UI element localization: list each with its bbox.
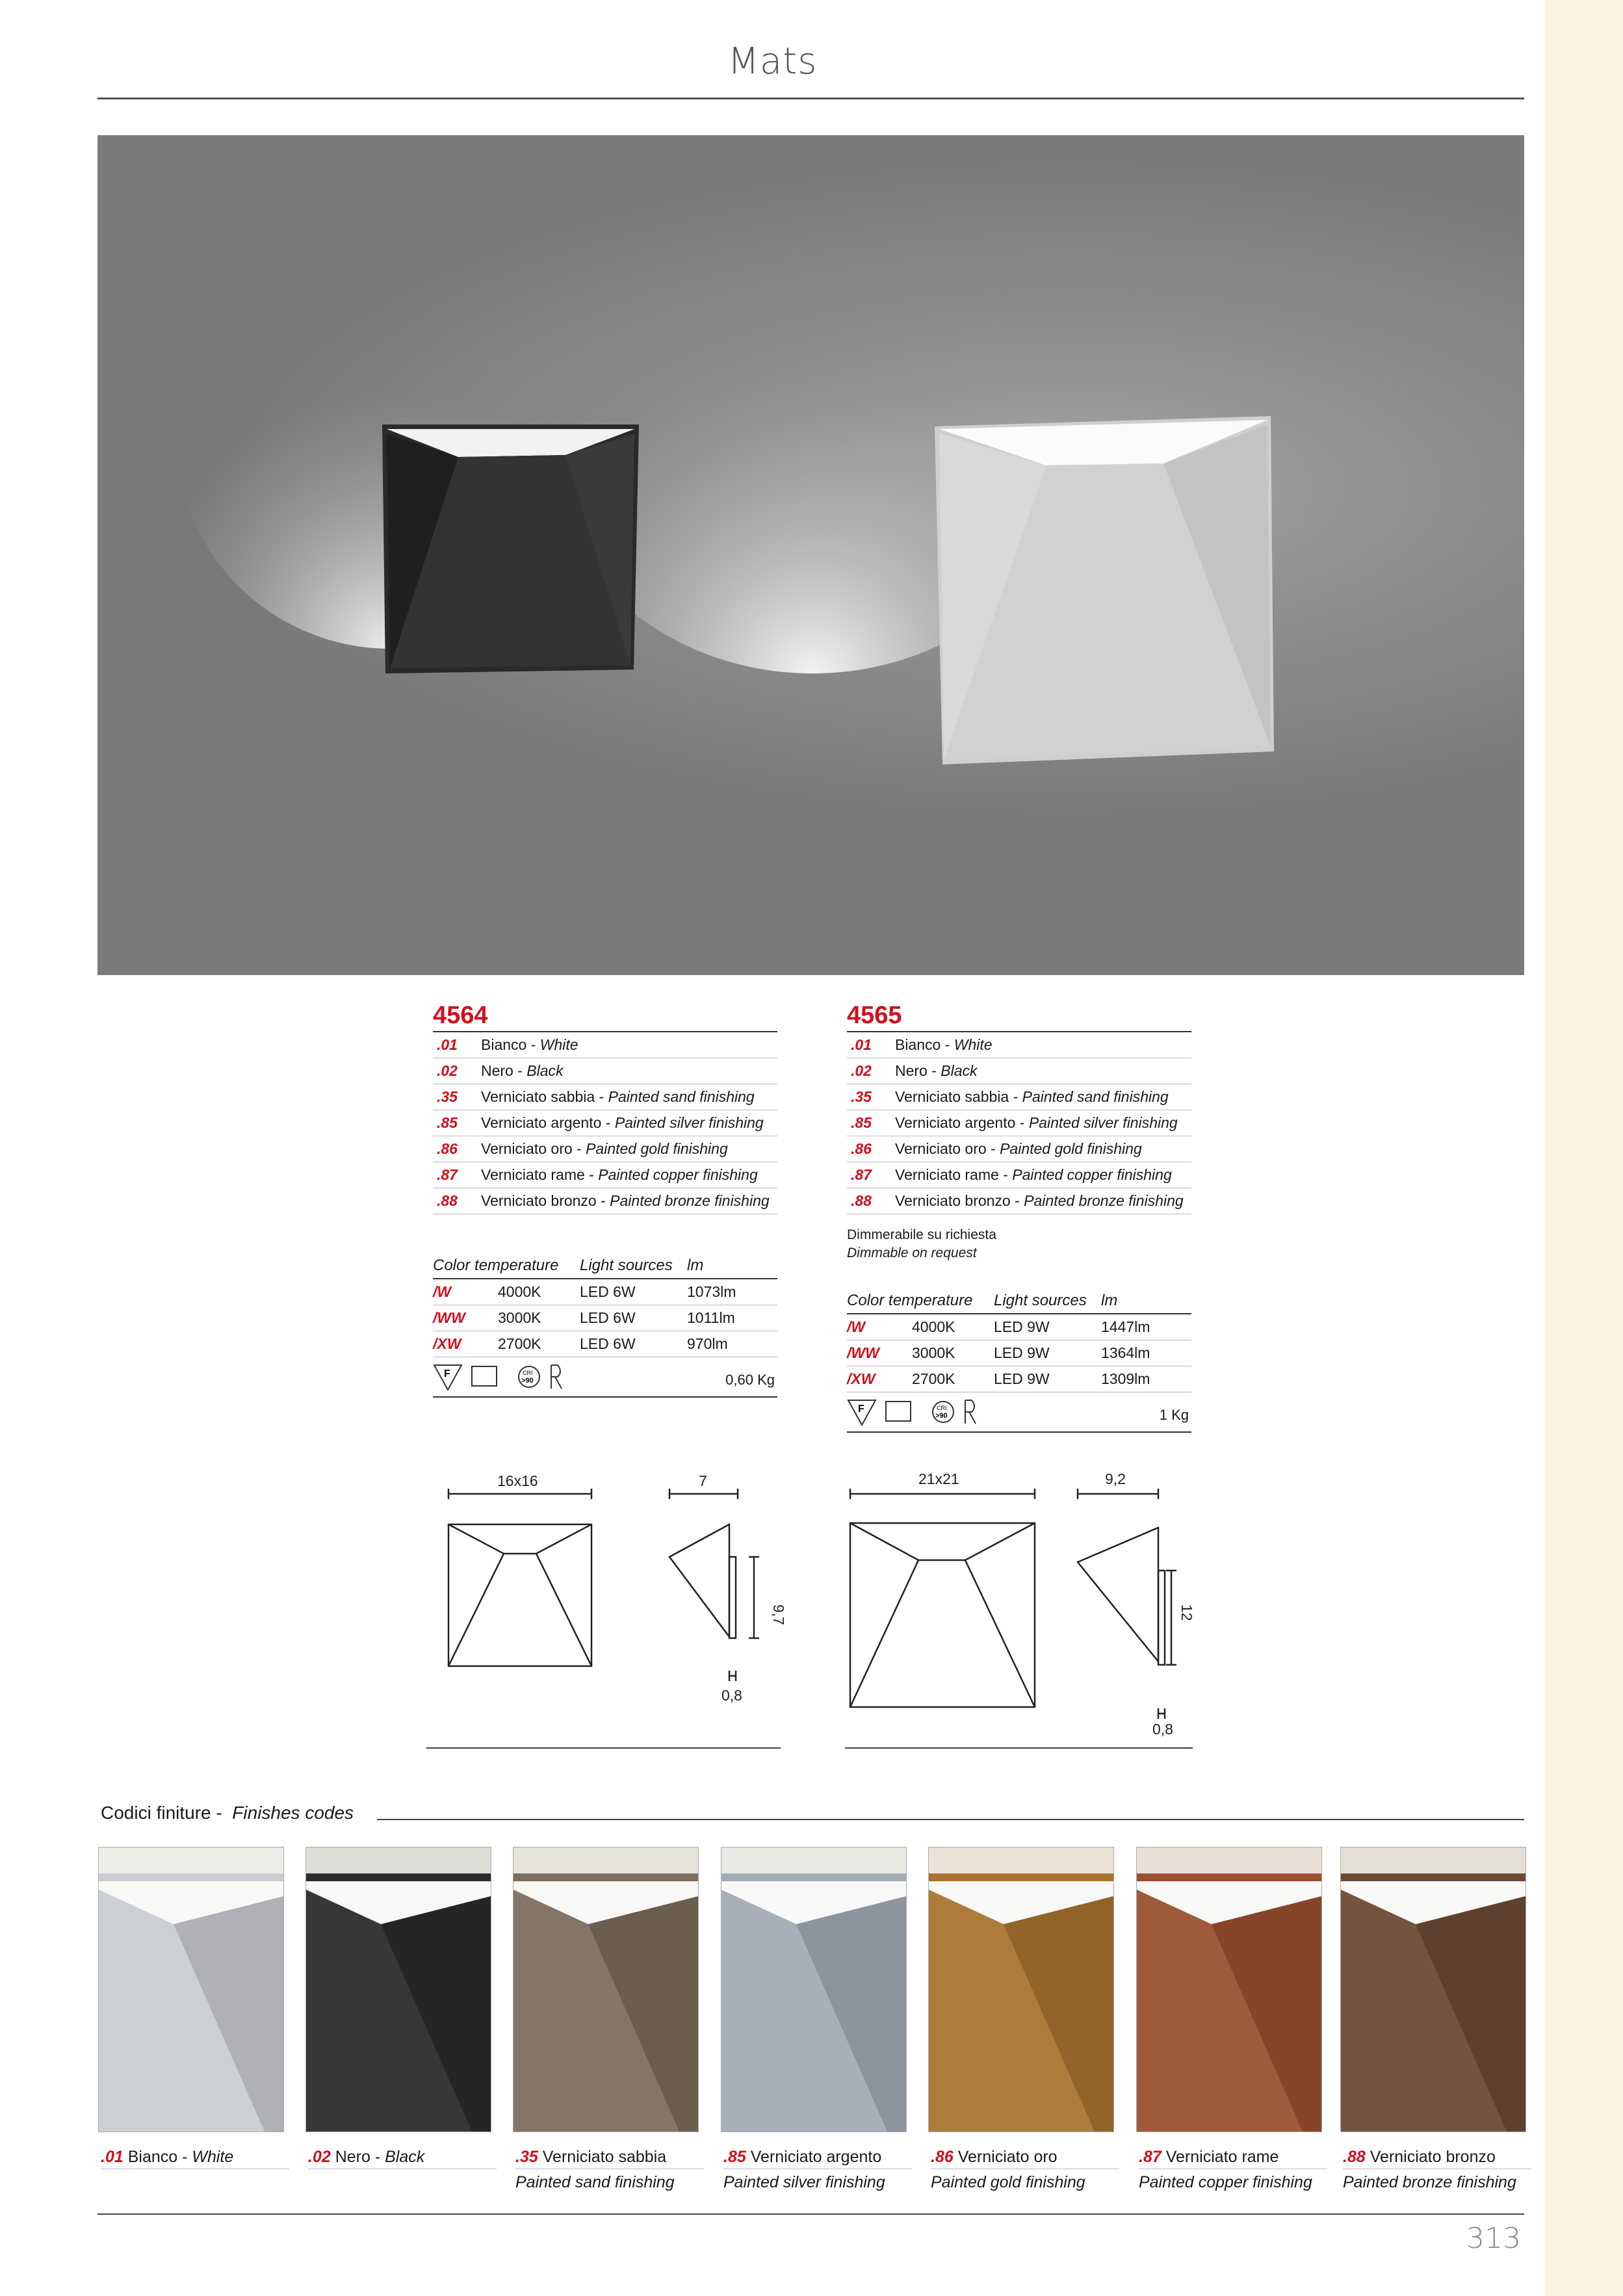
dim-front: 21x21: [918, 1470, 959, 1487]
cri-text: CRI: [937, 1405, 947, 1411]
finish-name: Verniciato bronzo: [1365, 2148, 1496, 2166]
page-title: Mats: [727, 40, 818, 83]
drawing-rule-right: [845, 1747, 1193, 1749]
drawing-4565-side: [1078, 1489, 1176, 1719]
finish-code: .86: [931, 2148, 954, 2166]
finish-row: .35 Verniciato sabbia - Painted sand finishing: [847, 1084, 1191, 1110]
bottom-rule: [97, 2213, 1524, 2215]
finish-list: [847, 1032, 1191, 1214]
finish-caption: [101, 2145, 289, 2169]
spec-row: /XW 2700K LED 6W 970lm: [433, 1331, 777, 1357]
cri-value: >90: [935, 1412, 948, 1420]
finishes-label: Codici finiture - Finishes codes: [101, 1803, 354, 1823]
spec-table: [847, 1288, 1191, 1433]
finish-tile: [1136, 1847, 1322, 2132]
finish-code: .01: [101, 2148, 123, 2166]
spec-row: /XW 2700K LED 9W 1309lm: [847, 1366, 1191, 1392]
finish-code: .35: [515, 2148, 538, 2166]
finish-row: .88 Verniciato bronzo - Painted bronze finishing: [847, 1188, 1191, 1214]
finish-caption: [308, 2145, 497, 2169]
finish-code: .87: [1139, 2148, 1162, 2166]
spec-row: /WW 3000K LED 9W 1364lm: [847, 1340, 1191, 1366]
dim-thickness: 0,8: [1152, 1721, 1173, 1738]
finish-tile: [305, 1847, 491, 2132]
spec-row: /W 4000K LED 6W 1073lm: [433, 1279, 777, 1305]
dim-depth: 7: [699, 1472, 707, 1489]
finish-caption: [723, 2145, 912, 2195]
certification-bar: [847, 1392, 1191, 1433]
finish-code: .88: [1343, 2148, 1366, 2166]
finish-name: Bianco -: [123, 2148, 192, 2166]
finish-tile: [721, 1847, 907, 2132]
note-it: Dimmerabile su richiesta: [847, 1227, 996, 1242]
dimmable-note: [847, 1226, 1191, 1262]
page-number: 313: [1466, 2222, 1521, 2255]
cert-icons: [847, 1398, 990, 1426]
dim-height: 12: [1178, 1604, 1195, 1621]
weight: 1 Kg: [1159, 1407, 1189, 1423]
drawing-4564-front: [448, 1489, 591, 1666]
product-4565: [847, 1001, 1191, 1433]
side-strip: [1545, 0, 1623, 2296]
finish-sub: Painted sand finishing: [515, 2173, 675, 2191]
finish-name-en: Black: [385, 2148, 425, 2166]
finish-row: .35 Verniciato sabbia - Painted sand finishing: [433, 1084, 777, 1110]
finish-code: .85: [723, 2148, 746, 2166]
lamp-white: [935, 416, 1274, 764]
dim-thickness: 0,8: [721, 1687, 742, 1704]
finish-row: .85 Verniciato argento - Painted silver finishing: [433, 1110, 777, 1136]
finish-row: .87 Verniciato rame - Painted copper finishing: [433, 1162, 777, 1188]
finish-caption: [1139, 2145, 1327, 2195]
lamp-black: [382, 424, 639, 673]
finish-name: Verniciato rame: [1161, 2148, 1279, 2166]
install-box-icon: [886, 1402, 911, 1421]
finish-row: .85 Verniciato argento - Painted silver finishing: [847, 1110, 1191, 1136]
finish-row: .01 Bianco - White: [847, 1032, 1191, 1058]
finish-list: [433, 1032, 777, 1214]
dim-depth: 9,2: [1105, 1470, 1126, 1487]
finish-caption: [515, 2145, 704, 2195]
spec-header: Color temperature Light sources lm: [433, 1253, 777, 1279]
product-code: 4565: [847, 1001, 1191, 1032]
energy-label-text: F: [858, 1403, 864, 1415]
finish-tile: [513, 1847, 699, 2132]
cri-text: CRI: [523, 1370, 533, 1376]
dim-height: 9,7: [770, 1604, 787, 1625]
finish-row: .88 Verniciato bronzo - Painted bronze finishing: [433, 1188, 777, 1214]
hero-illustration: [97, 135, 1524, 975]
finish-tile: [98, 1847, 284, 2132]
finish-tile: [1340, 1847, 1526, 2132]
certification-bar: [433, 1357, 777, 1398]
cri-value: >90: [521, 1377, 534, 1385]
spec-row: /W 4000K LED 9W 1447lm: [847, 1314, 1191, 1340]
driver-icon: [551, 1365, 562, 1389]
finish-caption: [931, 2145, 1119, 2195]
finish-sub: Painted copper finishing: [1139, 2173, 1312, 2191]
finish-row: .86 Verniciato oro - Painted gold finishing: [433, 1136, 777, 1162]
product-code: 4564: [433, 1001, 777, 1032]
finish-tile: [928, 1847, 1114, 2132]
install-box-icon: [472, 1366, 497, 1386]
finish-row: .02 Nero - Black: [433, 1058, 777, 1084]
driver-icon: [965, 1400, 976, 1424]
cert-icons: [433, 1363, 576, 1391]
dim-front: 16x16: [497, 1472, 538, 1489]
drawing-4564-side: [669, 1489, 759, 1681]
drawing-4565-front: [850, 1489, 1035, 1707]
weight: 0,60 Kg: [725, 1372, 775, 1388]
finish-sub: Painted bronze finishing: [1343, 2173, 1516, 2191]
top-rule: [97, 98, 1524, 99]
product-4564: [433, 1001, 777, 1398]
finish-row: .01 Bianco - White: [433, 1032, 777, 1058]
finish-name-en: White: [192, 2148, 234, 2166]
drawing-rule-left: [426, 1747, 781, 1749]
finish-caption: [1343, 2145, 1531, 2195]
finish-code: .02: [308, 2148, 331, 2166]
note-en: Dimmable on request: [847, 1246, 977, 1260]
spec-header: Color temperature Light sources lm: [847, 1288, 1191, 1314]
finishes-rule: [377, 1819, 1524, 1820]
finish-name: Verniciato sabbia: [538, 2148, 667, 2166]
finish-sub: Painted gold finishing: [931, 2173, 1085, 2191]
finish-row: .86 Verniciato oro - Painted gold finishing: [847, 1136, 1191, 1162]
finish-row: .02 Nero - Black: [847, 1058, 1191, 1084]
finish-name: Nero -: [330, 2148, 385, 2166]
finish-name: Verniciato oro: [953, 2148, 1058, 2166]
finish-name: Verniciato argento: [746, 2148, 882, 2166]
hero-photo: [97, 135, 1524, 975]
spec-row: /WW 3000K LED 6W 1011lm: [433, 1305, 777, 1331]
energy-label-text: F: [444, 1368, 450, 1379]
finish-sub: Painted silver finishing: [723, 2173, 885, 2191]
finish-row: .87 Verniciato rame - Painted copper finishing: [847, 1162, 1191, 1188]
spec-table: [433, 1253, 777, 1398]
